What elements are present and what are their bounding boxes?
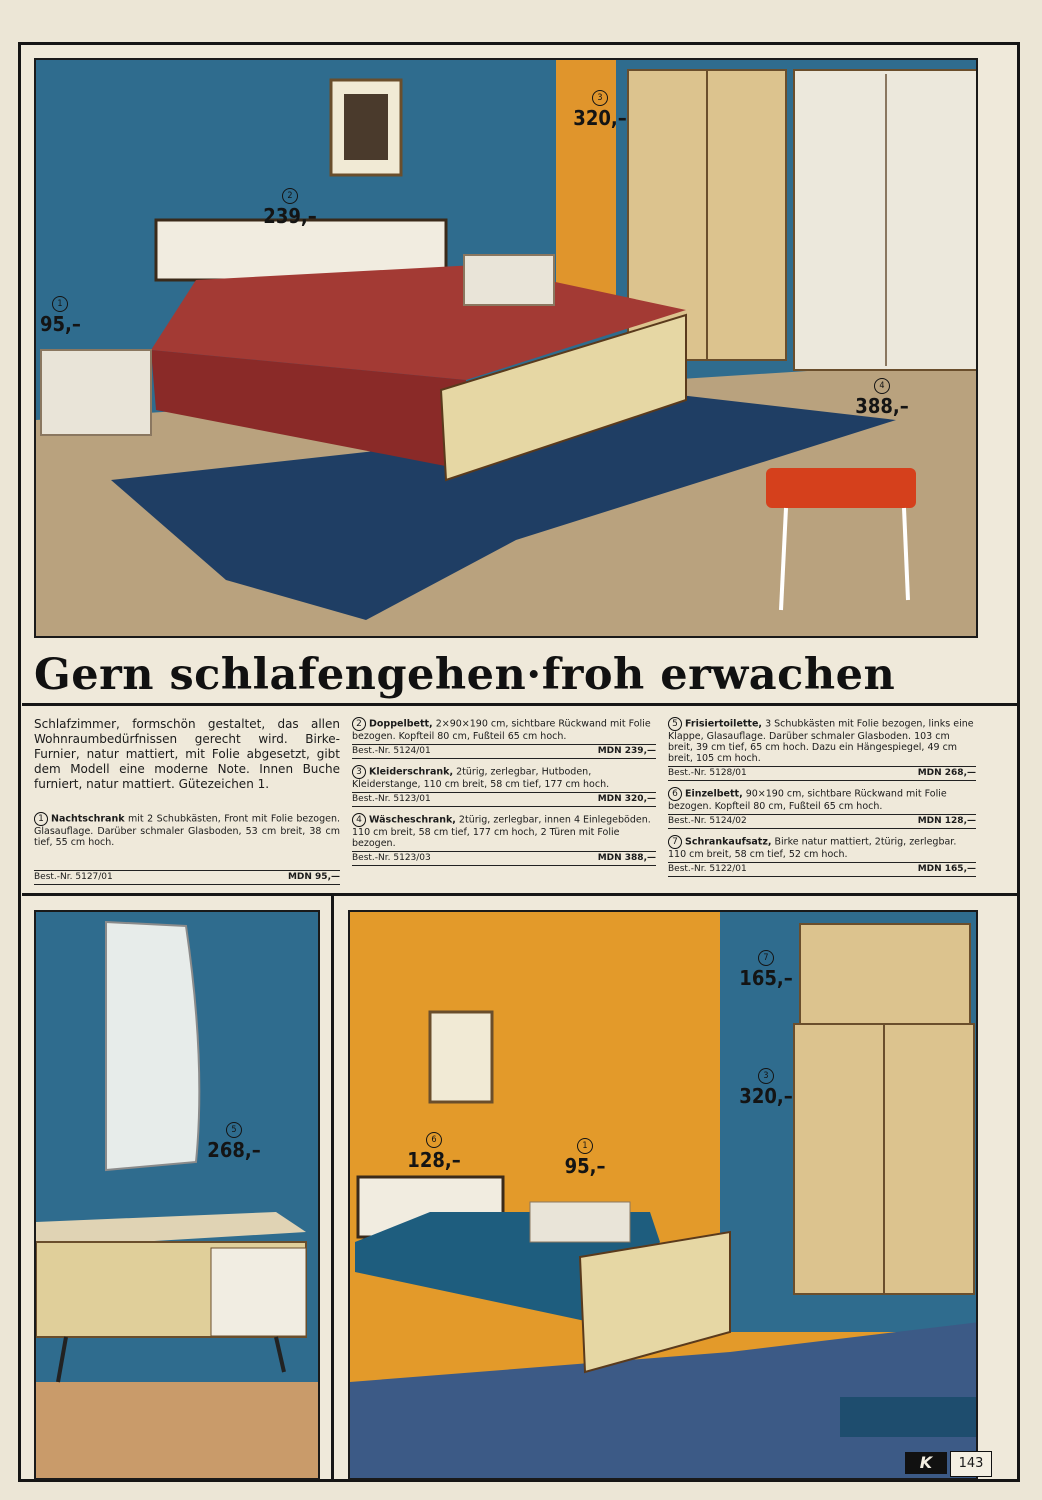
item-number: 4 — [352, 813, 366, 827]
item-number: 2 — [352, 717, 366, 731]
item-name: Einzelbett, — [685, 788, 743, 800]
price-label: 95,– — [564, 1154, 606, 1178]
price-tag-wardrobe — [572, 90, 628, 128]
item-number-circle: 1 — [52, 296, 68, 312]
price-tag-dressing-table — [205, 1122, 263, 1160]
price-tag-nightstand — [40, 296, 80, 334]
item-entry — [668, 717, 976, 781]
bedroom-illustration — [36, 60, 978, 638]
price-label: 320,– — [573, 106, 627, 130]
item-number: 6 — [668, 787, 682, 801]
page-title: Gern schlafengehen·froh erwachen — [34, 650, 896, 700]
single-bedroom-photo — [348, 910, 978, 1480]
item-name: Doppelbett, — [369, 718, 433, 730]
item-number-circle: 2 — [282, 188, 298, 204]
order-row — [668, 862, 976, 877]
order-row — [352, 744, 656, 759]
divider — [22, 893, 1018, 896]
order-row — [34, 870, 340, 885]
item-name: Nachtschrank — [51, 813, 125, 825]
intro-paragraph: Schlafzimmer, formschön gestaltet, das allen Wohnraumbedürfnissen gerecht wird. Birke-Furnier, natur mattiert, mit Folie abgesetzt, gibt dem Modell eine moderne Note. Innen Buche furniert, natur mattiert. Gütezeichen 1. — [34, 717, 340, 791]
item-name: Wäscheschrank, — [369, 814, 456, 826]
order-number: Best.-Nr. 5123/03 — [352, 853, 431, 863]
price-label: 239,– — [263, 204, 317, 228]
order-row — [352, 851, 656, 866]
item-number-circle: 4 — [874, 378, 890, 394]
catalog-logo: K — [905, 1452, 947, 1474]
item-number: 5 — [668, 717, 682, 731]
item-name: Schrankaufsatz, — [685, 836, 772, 848]
price-label: 128,– — [407, 1148, 461, 1172]
item-entry — [352, 765, 656, 807]
item-entry — [668, 835, 976, 877]
item-number-circle: 7 — [758, 950, 774, 966]
item-price: MDN 239,— — [597, 746, 656, 756]
item-number-circle: 3 — [592, 90, 608, 106]
order-row — [668, 766, 976, 781]
item-number-circle: 6 — [426, 1132, 442, 1148]
item-number: 3 — [352, 765, 366, 779]
item-number: 7 — [668, 835, 682, 849]
item-price: MDN 320,— — [597, 794, 656, 804]
item-description: 3 Schubkästen mit Folie bezogen, links eine Klappe, Glasauflage. Darüber schmaler Glasboden. 103 cm breit, 39 cm tief, 65 cm hoch. Dazu ein Hängespiegel, 49 cm breit, 105 cm hoch. — [668, 718, 974, 764]
item-price: MDN 95,— — [287, 872, 340, 882]
item-entry — [34, 812, 340, 885]
page-number: 143 — [950, 1451, 992, 1477]
item-description: 2türig, zerlegbar, innen 4 Einlegeböden. 110 cm breit, 58 cm tief, 177 cm hoch, 2 Türen mit Folie bezogen. — [352, 814, 651, 849]
order-number: Best.-Nr. 5123/01 — [352, 794, 431, 804]
item-name: Kleiderschrank, — [369, 766, 454, 778]
price-label: 165,– — [739, 966, 793, 990]
item-description: 90×190 cm, sichtbare Rückwand mit Folie bezogen. Kopfteil 80 cm, Fußteil 65 cm hoch. — [668, 788, 947, 812]
order-number: Best.-Nr. 5122/01 — [668, 864, 747, 874]
item-price: MDN 268,— — [917, 768, 976, 778]
dressing-table-photo — [34, 910, 320, 1480]
dressing-table-illustration — [36, 912, 320, 1480]
order-row — [668, 814, 976, 829]
price-tag-single-bed — [406, 1132, 462, 1170]
item-price: MDN 388,— — [597, 853, 656, 863]
item-number-circle: 1 — [577, 1138, 593, 1154]
item-name: Frisiertoilette, — [685, 718, 763, 730]
order-number: Best.-Nr. 5124/02 — [668, 816, 747, 826]
price-label: 388,– — [855, 394, 909, 418]
bedroom-photo — [34, 58, 978, 638]
item-description: Birke natur mattiert, 2türig, zerlegbar. 110 cm breit, 58 cm tief, 52 cm hoch. — [668, 836, 957, 860]
intro-text — [34, 717, 340, 885]
item-description: 2×90×190 cm, sichtbare Rückwand mit Folie bezogen. Kopfteil 80 cm, Fußteil 65 cm hoch. — [352, 718, 651, 742]
divider — [331, 896, 334, 1482]
price-label: 95,– — [40, 312, 81, 336]
item-entry — [352, 813, 656, 866]
price-label: 268,– — [207, 1138, 261, 1162]
item-entry — [668, 787, 976, 829]
price-label: 320,– — [739, 1084, 793, 1108]
price-tag-nightstand — [560, 1138, 610, 1176]
order-number: Best.-Nr. 5128/01 — [668, 768, 747, 778]
order-number: Best.-Nr. 5124/01 — [352, 746, 431, 756]
item-number-circle: 3 — [758, 1068, 774, 1084]
item-description: mit 2 Schubkästen, Front mit Folie bezogen. Glasauflage. Darüber schmaler Glasboden, 53 cm breit, 38 cm tief, 55 cm hoch. — [34, 813, 340, 848]
item-price: MDN 165,— — [917, 864, 976, 874]
item-price: MDN 128,— — [917, 816, 976, 826]
order-row — [352, 792, 656, 807]
price-tag-wardrobe — [738, 1068, 794, 1106]
divider — [22, 703, 1018, 706]
price-tag-linen-cabinet — [854, 378, 910, 416]
item-entry — [352, 717, 656, 759]
price-tag-double-bed — [262, 188, 318, 226]
item-number-circle: 5 — [226, 1122, 242, 1138]
item-number: 1 — [34, 812, 48, 826]
text-column-middle — [352, 717, 656, 866]
item-description: 2türig, zerlegbar, Hutboden, Kleiderstange, 110 cm breit, 58 cm tief, 177 cm hoch. — [352, 766, 610, 790]
single-bedroom-illustration — [350, 912, 978, 1480]
text-column-right — [668, 717, 976, 877]
price-tag-wardrobe-topper — [738, 950, 794, 988]
order-number: Best.-Nr. 5127/01 — [34, 872, 113, 882]
